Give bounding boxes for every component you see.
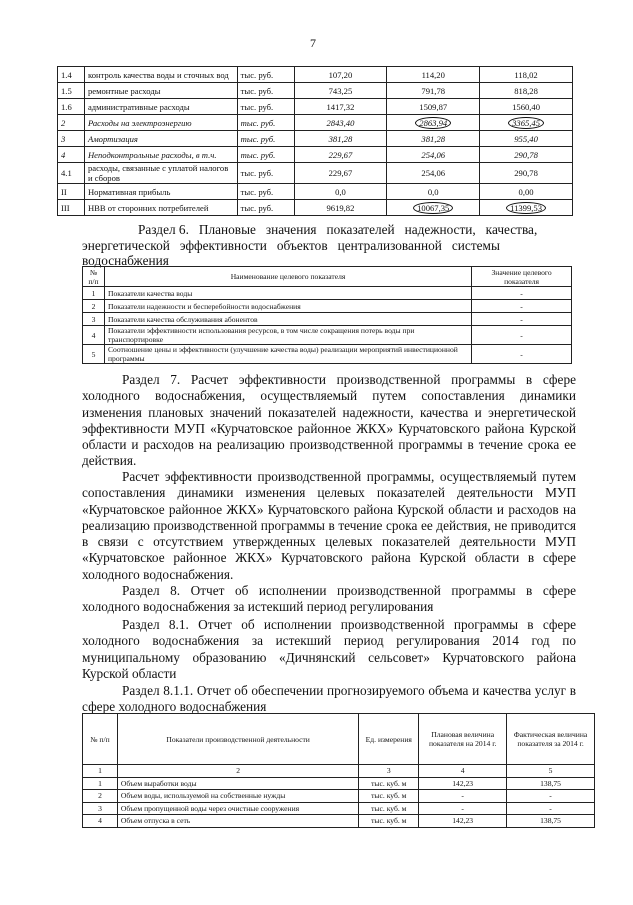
cost-table bbox=[57, 66, 573, 216]
row-value-1: 229,67 bbox=[294, 147, 387, 163]
row-num: 4.1 bbox=[58, 163, 85, 184]
row-unit: тыс. куб. м bbox=[359, 790, 419, 803]
row-value-3: 955,40 bbox=[480, 131, 573, 147]
row-value-1: 381,28 bbox=[294, 131, 387, 147]
row-value-1: 9619,82 bbox=[294, 200, 387, 216]
row-value-1: 2843,40 bbox=[294, 115, 387, 131]
row-fact: - bbox=[507, 790, 595, 803]
row-name: Объем отпуска в сеть bbox=[117, 815, 358, 828]
row-name: Соотношение цены и эффективности (улучшение качества воды) реализации мероприятий инвестиционной программы bbox=[104, 345, 471, 364]
section8-text: Раздел 8. Отчет об исполнении производственной программы в сфере холодного водоснабжения за истекший период регулирования bbox=[82, 583, 576, 615]
row-name: Показатели качества воды bbox=[104, 287, 471, 300]
table-row bbox=[58, 131, 573, 147]
table-row bbox=[58, 83, 573, 99]
index-cell: 2 bbox=[117, 765, 358, 778]
row-name: Показатели эффективности использования ресурсов, в том числе сокращения потерь воды при транспортировке bbox=[104, 326, 471, 345]
table-row bbox=[58, 99, 573, 115]
row-value-2 bbox=[387, 115, 480, 131]
row-num: 1.5 bbox=[58, 83, 85, 99]
circled-value: 3365,45 bbox=[508, 117, 544, 129]
row-name: Объем выработки воды bbox=[117, 777, 358, 790]
row-value-1: 229,67 bbox=[294, 163, 387, 184]
row-value: - bbox=[472, 345, 572, 364]
row-value-3: 290,78 bbox=[480, 163, 573, 184]
table-row bbox=[83, 326, 572, 345]
row-name: Неподконтрольные расходы, в т.ч. bbox=[84, 147, 237, 163]
row-plan: - bbox=[419, 802, 507, 815]
row-value-3 bbox=[480, 200, 573, 216]
index-cell: 3 bbox=[359, 765, 419, 778]
row-value: - bbox=[472, 300, 572, 313]
header-name: Наименование целевого показателя bbox=[104, 267, 471, 287]
row-value-1: 107,20 bbox=[294, 67, 387, 83]
circled-value: 11399,53 bbox=[506, 202, 546, 214]
row-num: 4 bbox=[83, 815, 118, 828]
table-row bbox=[83, 300, 572, 313]
header-num: № п/п bbox=[83, 267, 105, 287]
row-value: - bbox=[472, 326, 572, 345]
row-unit: тыс. куб. м bbox=[359, 777, 419, 790]
row-num: 1 bbox=[83, 777, 118, 790]
row-unit: тыс. руб. bbox=[237, 115, 294, 131]
table-row bbox=[58, 200, 573, 216]
row-unit: тыс. руб. bbox=[237, 184, 294, 200]
row-unit: тыс. руб. bbox=[237, 99, 294, 115]
target-indicators-table bbox=[82, 266, 572, 364]
row-unit: тыс. руб. bbox=[237, 131, 294, 147]
header-value: Значение целевого показателя bbox=[472, 267, 572, 287]
row-value-2 bbox=[387, 200, 480, 216]
row-unit: тыс. куб. м bbox=[359, 815, 419, 828]
header-num: № п/п bbox=[83, 714, 118, 765]
table-header-row bbox=[83, 714, 595, 765]
row-value-2: 0,0 bbox=[387, 184, 480, 200]
section7-text: Раздел 7. Расчет эффективности производственной программы в сфере холодного водоснабжения, осуществляемый путем сопоставления динамики изменения плановых значений показателей надежности, качества и энергетической эффективности МУП «Курчатовское районное ЖКХ» Курчатовского района Курской области и расходов на реализацию производственной программы в течение срока ее действия. bbox=[82, 372, 576, 469]
table-row bbox=[83, 287, 572, 300]
row-num: 1.6 bbox=[58, 99, 85, 115]
table-header-row bbox=[83, 267, 572, 287]
row-num: 4 bbox=[83, 326, 105, 345]
section8-1-1-text: Раздел 8.1.1. Отчет об обеспечении прогнозируемого объема и качества услуг в сфере холодного водоснабжения bbox=[82, 683, 576, 715]
row-num: 3 bbox=[83, 313, 105, 326]
row-num: 2 bbox=[83, 300, 105, 313]
row-unit: тыс. руб. bbox=[237, 163, 294, 184]
row-name: контроль качества воды и сточных вод bbox=[84, 67, 237, 83]
header-unit: Ед. измерения bbox=[359, 714, 419, 765]
table-row bbox=[58, 184, 573, 200]
table-row bbox=[58, 147, 573, 163]
table-row bbox=[83, 802, 595, 815]
index-cell: 4 bbox=[419, 765, 507, 778]
row-name: Объем воды, используемой на собственные нужды bbox=[117, 790, 358, 803]
row-num: 5 bbox=[83, 345, 105, 364]
circled-value: 10067,35 bbox=[413, 202, 453, 214]
row-value-3: 290,78 bbox=[480, 147, 573, 163]
row-value-3: 118,02 bbox=[480, 67, 573, 83]
row-fact: 138,75 bbox=[507, 815, 595, 828]
row-value-3: 1560,40 bbox=[480, 99, 573, 115]
row-value-1: 0,0 bbox=[294, 184, 387, 200]
production-report-table bbox=[82, 713, 595, 828]
row-value-2: 254,06 bbox=[387, 163, 480, 184]
section6-heading-line2: энергетической эффективности объектов централизованной системы bbox=[82, 238, 500, 253]
row-unit: тыс. руб. bbox=[237, 83, 294, 99]
row-name: Расходы на электроэнергию bbox=[84, 115, 237, 131]
row-num: II bbox=[58, 184, 85, 200]
table-row bbox=[83, 345, 572, 364]
table-row bbox=[83, 790, 595, 803]
row-num: 3 bbox=[83, 802, 118, 815]
row-num: 2 bbox=[83, 790, 118, 803]
row-name: НВВ от сторонних потребителей bbox=[84, 200, 237, 216]
index-cell: 5 bbox=[507, 765, 595, 778]
section8-1-text: Раздел 8.1. Отчет об исполнении производственной программы в сфере холодного водоснабжения за истекший период регулирования 2014 год по муниципальному образованию «Дичнянский сельсовет» Курчатовского района Курской области bbox=[82, 617, 576, 681]
page-number: 7 bbox=[310, 36, 316, 50]
row-value-1: 1417,32 bbox=[294, 99, 387, 115]
row-plan: 142,23 bbox=[419, 815, 507, 828]
section6-heading: Раздел 6. Плановые значения показателей надежности, качества, bbox=[138, 222, 538, 237]
row-name: Показатели надежности и бесперебойности водоснабжения bbox=[104, 300, 471, 313]
row-name: расходы, связанные с уплатой налогов и сборов bbox=[84, 163, 237, 184]
row-num: 1 bbox=[83, 287, 105, 300]
row-unit: тыс. руб. bbox=[237, 200, 294, 216]
row-name: административные расходы bbox=[84, 99, 237, 115]
row-name: Нормативная прибыль bbox=[84, 184, 237, 200]
row-value-2: 254,06 bbox=[387, 147, 480, 163]
row-value: - bbox=[472, 313, 572, 326]
row-value-2: 381,28 bbox=[387, 131, 480, 147]
row-num: 2 bbox=[58, 115, 85, 131]
row-num: III bbox=[58, 200, 85, 216]
row-unit: тыс. куб. м bbox=[359, 802, 419, 815]
circled-value: 2863,94 bbox=[415, 117, 451, 129]
header-fact: Фактическая величина показателя за 2014 г. bbox=[507, 714, 595, 765]
table-row bbox=[83, 815, 595, 828]
row-plan: 142,23 bbox=[419, 777, 507, 790]
row-num: 4 bbox=[58, 147, 85, 163]
table-row bbox=[58, 163, 573, 184]
row-name: Амортизация bbox=[84, 131, 237, 147]
row-name: Показатели качества обслуживания абонентов bbox=[104, 313, 471, 326]
row-plan: - bbox=[419, 790, 507, 803]
table-row bbox=[83, 313, 572, 326]
row-value-3: 0,00 bbox=[480, 184, 573, 200]
row-value-2: 791,78 bbox=[387, 83, 480, 99]
table-row bbox=[58, 67, 573, 83]
row-unit: тыс. руб. bbox=[237, 147, 294, 163]
row-unit: тыс. руб. bbox=[237, 67, 294, 83]
row-name: ремонтные расходы bbox=[84, 83, 237, 99]
table-row bbox=[83, 777, 595, 790]
row-fact: 138,75 bbox=[507, 777, 595, 790]
row-value-3 bbox=[480, 115, 573, 131]
row-name: Объем пропущенной воды через очистные сооружения bbox=[117, 802, 358, 815]
row-value-1: 743,25 bbox=[294, 83, 387, 99]
row-value-2: 1509,87 bbox=[387, 99, 480, 115]
section6-heading-line3: водоснабжения bbox=[82, 253, 169, 268]
row-fact: - bbox=[507, 802, 595, 815]
row-num: 3 bbox=[58, 131, 85, 147]
index-row bbox=[83, 765, 595, 778]
header-plan: Плановая величина показателя на 2014 г. bbox=[419, 714, 507, 765]
table-row bbox=[58, 115, 573, 131]
section7-paragraph: Расчет эффективности производственной программы, осуществляемый путем сопоставления динамики изменения целевых показателей деятельности МУП «Курчатовское районное ЖКХ» Курчатовского района Курской области и расходов на реализацию производственной программы в течение срока ее действия, не приводится в связи с отсутствием утвержденных целевых показателей деятельности МУП «Курчатовское районное ЖКХ» Курчатовского района Курской области в сфере холодного водоснабжения. bbox=[82, 469, 576, 582]
row-num: 1.4 bbox=[58, 67, 85, 83]
index-cell: 1 bbox=[83, 765, 118, 778]
row-value-3: 818,28 bbox=[480, 83, 573, 99]
row-value-2: 114,20 bbox=[387, 67, 480, 83]
header-name: Показатели производственной деятельности bbox=[117, 714, 358, 765]
row-value: - bbox=[472, 287, 572, 300]
